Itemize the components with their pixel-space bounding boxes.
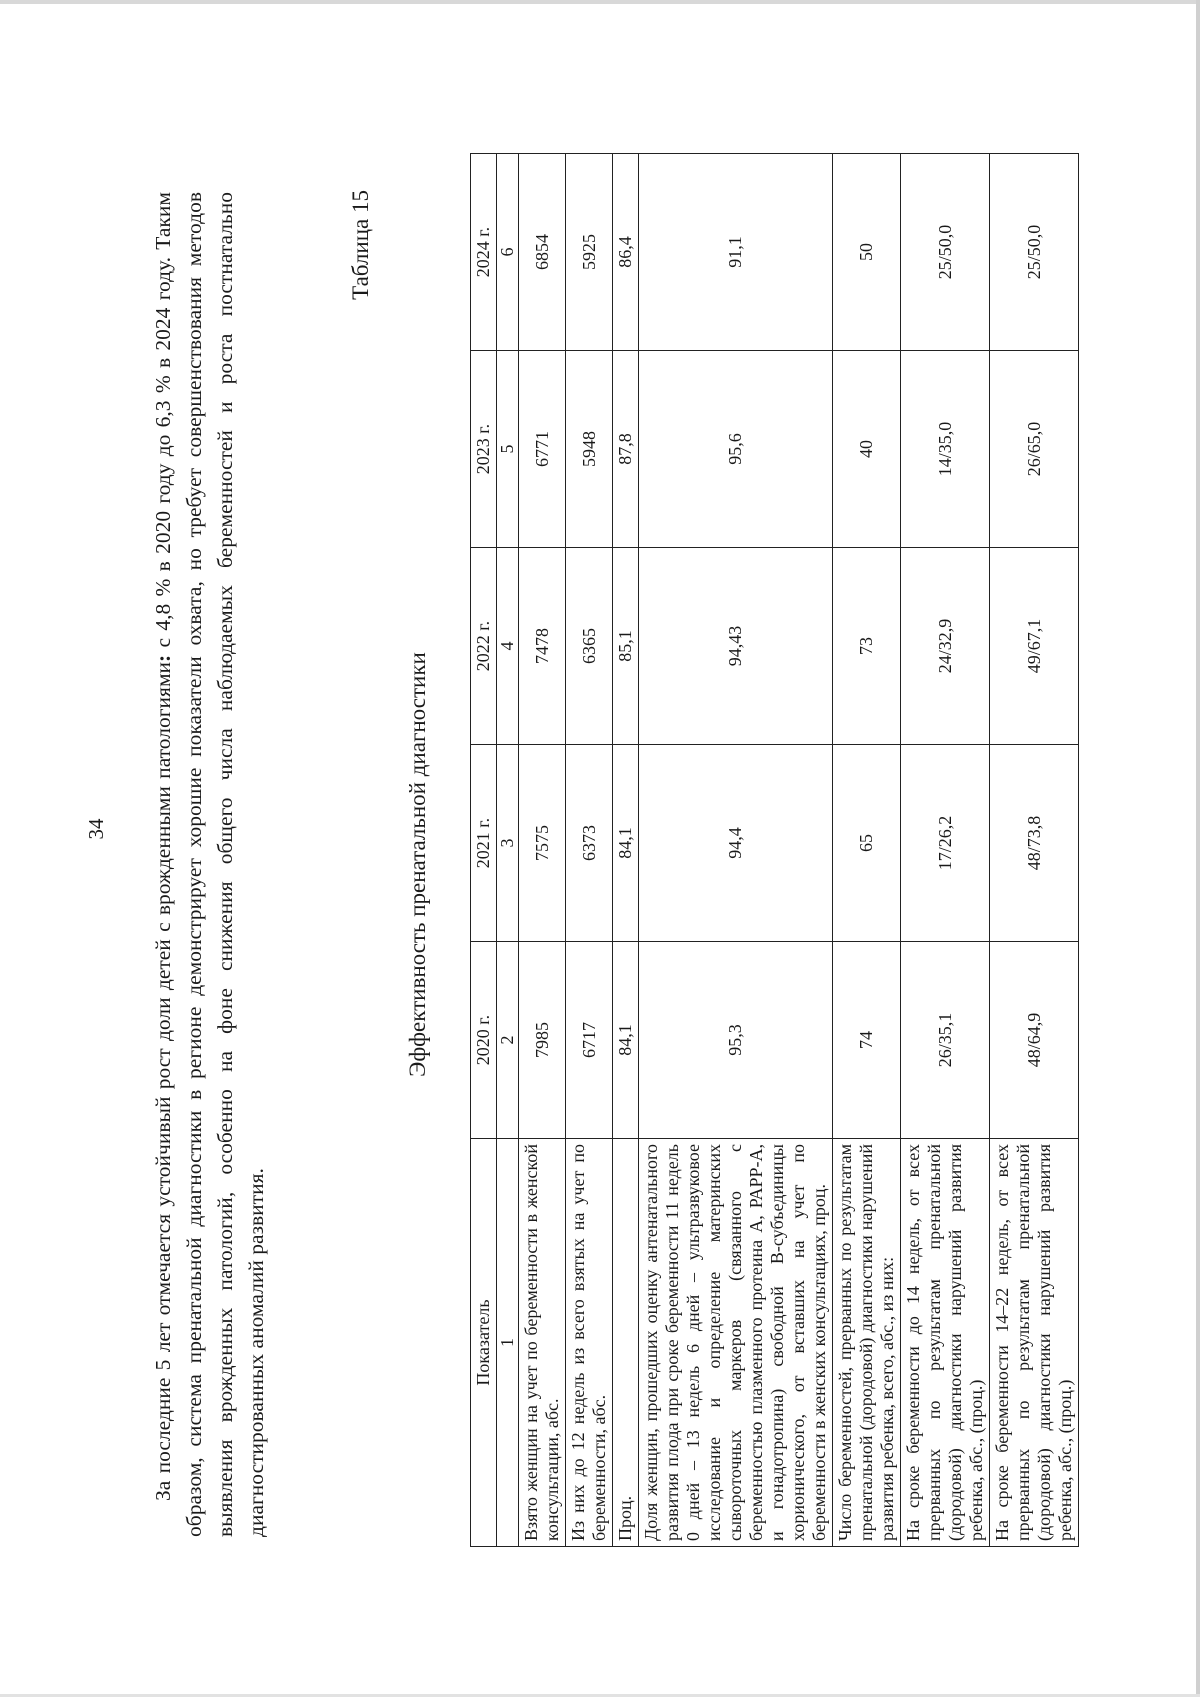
value-cell: 6365 (566, 548, 613, 745)
header-cell: Показатель (471, 1139, 497, 1547)
value-cell: 94,43 (639, 548, 833, 745)
value-cell: 85,1 (613, 548, 639, 745)
header-row (471, 154, 497, 1547)
header-cell: 2020 г. (471, 942, 497, 1139)
indicator-cell: Взято женщин на учет по беременности в женской консультации, абс. (519, 1139, 566, 1547)
header-cell: 2024 г. (471, 154, 497, 351)
value-cell: 50 (833, 154, 901, 351)
value-cell: 7478 (519, 548, 566, 745)
column-number: 5 (497, 351, 519, 548)
value-cell: 95,3 (639, 942, 833, 1139)
value-cell: 84,1 (613, 942, 639, 1139)
indicator-cell: Проц. (613, 1139, 639, 1547)
table-row (613, 154, 639, 1547)
intro-text (148, 192, 272, 1537)
value-cell: 86,4 (613, 154, 639, 351)
value-cell: 6373 (566, 745, 613, 942)
value-cell: 26/35,1 (901, 942, 990, 1139)
table-row (901, 154, 990, 1547)
value-cell: 7575 (519, 745, 566, 942)
indicator-cell: Число беременностей, прерванных по результатам пренатальной (дородовой) диагностики нарушений развития ребенка, всего, абс., из них: (833, 1139, 901, 1547)
column-number: 4 (497, 548, 519, 745)
value-cell: 26/65,0 (990, 351, 1079, 548)
column-number: 6 (497, 154, 519, 351)
table-row (639, 154, 833, 1547)
column-number: 1 (497, 1139, 519, 1547)
value-cell: 91,1 (639, 154, 833, 351)
value-cell: 17/26,2 (901, 745, 990, 942)
column-number-row (497, 154, 519, 1547)
intro-text-start: За последние 5 лет отмечается устойчивый рост доли детей с врожденными патологиями (151, 661, 175, 1501)
indicator-cell: Доля женщин, прошедших оценку антенатального развития плода при сроке беременности 11 недель 0 дней – 13 недель 6 дней – ультразвуковое исследование и определение материнских сывороточных маркеров (связанного с беременностью плазменного протеина А, РАРР-А, и гонадотропина) свободной В-субъединицы хорионического, от вставших на учет по беременности в женских консультациях, проц. (639, 1139, 833, 1547)
header-cell: 2023 г. (471, 351, 497, 548)
table-label: Таблица 15 (348, 190, 373, 300)
indicator-cell: На сроке беременности до 14 недель, от всех прерванных по результатам пренатальной (дородовой) диагностики нарушений развития ребенка, абс., (проц.) (901, 1139, 990, 1547)
table-row (990, 154, 1079, 1547)
diagnostics-table (470, 153, 1079, 1547)
value-cell: 87,8 (613, 351, 639, 548)
table-title: Эффективность пренатальной диагностики (405, 652, 430, 1077)
value-cell: 6717 (566, 942, 613, 1139)
header-cell: 2022 г. (471, 548, 497, 745)
column-number: 3 (497, 745, 519, 942)
value-cell: 5948 (566, 351, 613, 548)
value-cell: 40 (833, 351, 901, 548)
table-row (833, 154, 901, 1547)
intro-paragraph (148, 192, 272, 1537)
table-row (519, 154, 566, 1547)
column-number: 2 (497, 942, 519, 1139)
value-cell: 6854 (519, 154, 566, 351)
header-cell: 2021 г. (471, 745, 497, 942)
intro-text-end: с 4,8 % в 2020 году до 6,3 % в 2024 году. Таким образом, система пренатальной диагностики в регионе демонстрирует хорошие показатели охвата, но требует совершенствования методов выявления врожденных патологий, особенно на фоне снижения общего числа наблюдаемых беременностей и роста постнатально диагностированных аномалий развития. (151, 192, 268, 1537)
value-cell: 84,1 (613, 745, 639, 942)
indicator-cell: На сроке беременности 14–22 недель, от всех прерванных по результатам пренатальной (дородовой) диагностики нарушений развития ребенка, абс., (проц.) (990, 1139, 1079, 1547)
page-number: 34 (84, 818, 108, 840)
value-cell: 25/50,0 (901, 154, 990, 351)
value-cell: 5925 (566, 154, 613, 351)
value-cell: 49/67,1 (990, 548, 1079, 745)
value-cell: 24/32,9 (901, 548, 990, 745)
value-cell: 14/35,0 (901, 351, 990, 548)
indicator-cell: Из них до 12 недель из всего взятых на учет по беременности, абс. (566, 1139, 613, 1547)
table-row (566, 154, 613, 1547)
value-cell: 73 (833, 548, 901, 745)
value-cell: 6771 (519, 351, 566, 548)
value-cell: 25/50,0 (990, 154, 1079, 351)
intro-bold-colon: : (151, 654, 175, 662)
value-cell: 95,6 (639, 351, 833, 548)
value-cell: 48/73,8 (990, 745, 1079, 942)
value-cell: 74 (833, 942, 901, 1139)
value-cell: 7985 (519, 942, 566, 1139)
value-cell: 48/64,9 (990, 942, 1079, 1139)
value-cell: 65 (833, 745, 901, 942)
value-cell: 94,4 (639, 745, 833, 942)
